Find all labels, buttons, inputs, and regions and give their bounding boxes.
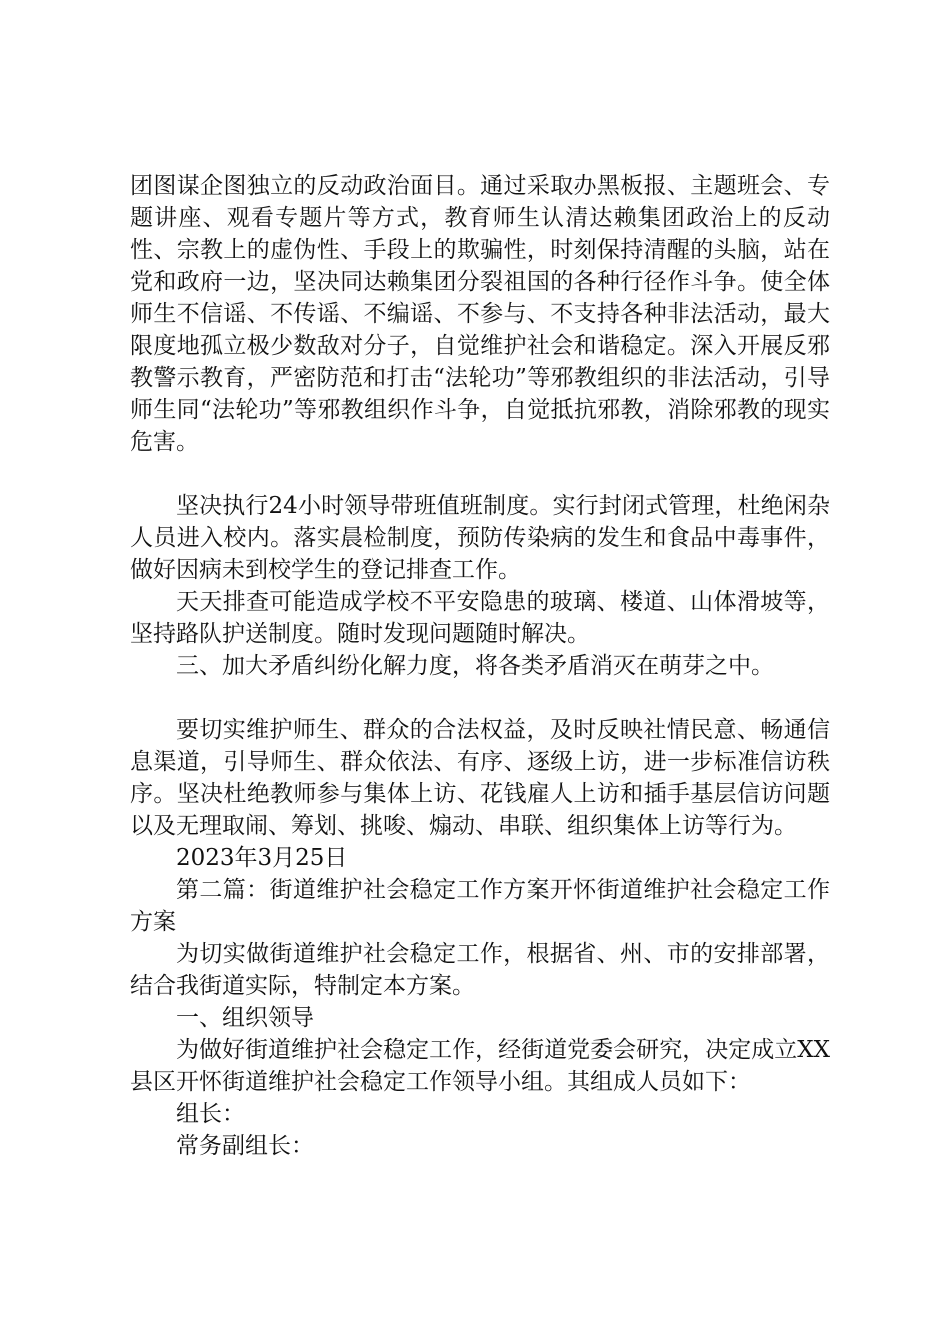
paragraph-leading-group: 为做好街道维护社会稳定工作，经街道党委会研究，决定成立XX县区开怀街道维护社会稳定工作领导小组。其组成人员如下： bbox=[130, 1037, 830, 1095]
group-leader-label: 组长： bbox=[176, 1101, 245, 1127]
paragraph-anti-separatism-education: 团图谋企图独立的反动政治面目。通过采取办黑板报、主题班会、专题讲座、观看专题片等方式，教育师生认清达赖集团政治上的反动性、宗教上的虚伪性、手段上的欺骗性，时刻保持清醒的头脑，站在党和政府一边，坚决同达赖集团分裂祖国的各种行径作斗争。使全体师生不信谣、不传谣、不编谣、不参与、不支持各种非法活动，最大限度地孤立极少数敌对分子，自觉维护社会和谐稳定。深入开展反邪教警示教育，严密防范和打击“法轮功”等邪教组织的非法活动，引导师生同“法轮功”等邪教组织作斗争，自觉抵抗邪教，消除邪教的现实危害。 bbox=[130, 173, 830, 455]
section-heading-organization: 一、组织领导 bbox=[176, 1005, 314, 1031]
executive-deputy-leader-label: 常务副组长： bbox=[176, 1133, 314, 1159]
paragraph-hazard-inspection: 天天排查可能造成学校不平安隐患的玻璃、楼道、山体滑坡等，坚持路队护送制度。随时发现问题随时解决。 bbox=[130, 589, 830, 647]
paragraph-duty-system: 坚决执行24小时领导带班值班制度。实行封闭式管理，杜绝闲杂人员进入校内。落实晨检制度，预防传染病的发生和食品中毒事件，做好因病未到校学生的登记排查工作。 bbox=[130, 493, 830, 583]
section-heading-conflict-resolution: 三、加大矛盾纠纷化解力度，将各类矛盾消灭在萌芽之中。 bbox=[176, 653, 774, 679]
document-body bbox=[130, 170, 830, 1162]
second-article-title: 第二篇：街道维护社会稳定工作方案开怀街道维护社会稳定工作方案 bbox=[130, 877, 830, 935]
document-date: 2023年3月25日 bbox=[176, 845, 348, 871]
paragraph-plan-purpose: 为切实做街道维护社会稳定工作，根据省、州、市的安排部署，结合我街道实际，特制定本方案。 bbox=[130, 941, 830, 999]
paragraph-petition-order: 要切实维护师生、群众的合法权益，及时反映社情民意、畅通信息渠道，引导师生、群众依法、有序、逐级上访，进一步标准信访秩序。坚决杜绝教师参与集体上访、花钱雇人上访和插手基层信访问题以及无理取闹、筹划、挑唆、煽动、串联、组织集体上访等行为。 bbox=[130, 717, 830, 839]
